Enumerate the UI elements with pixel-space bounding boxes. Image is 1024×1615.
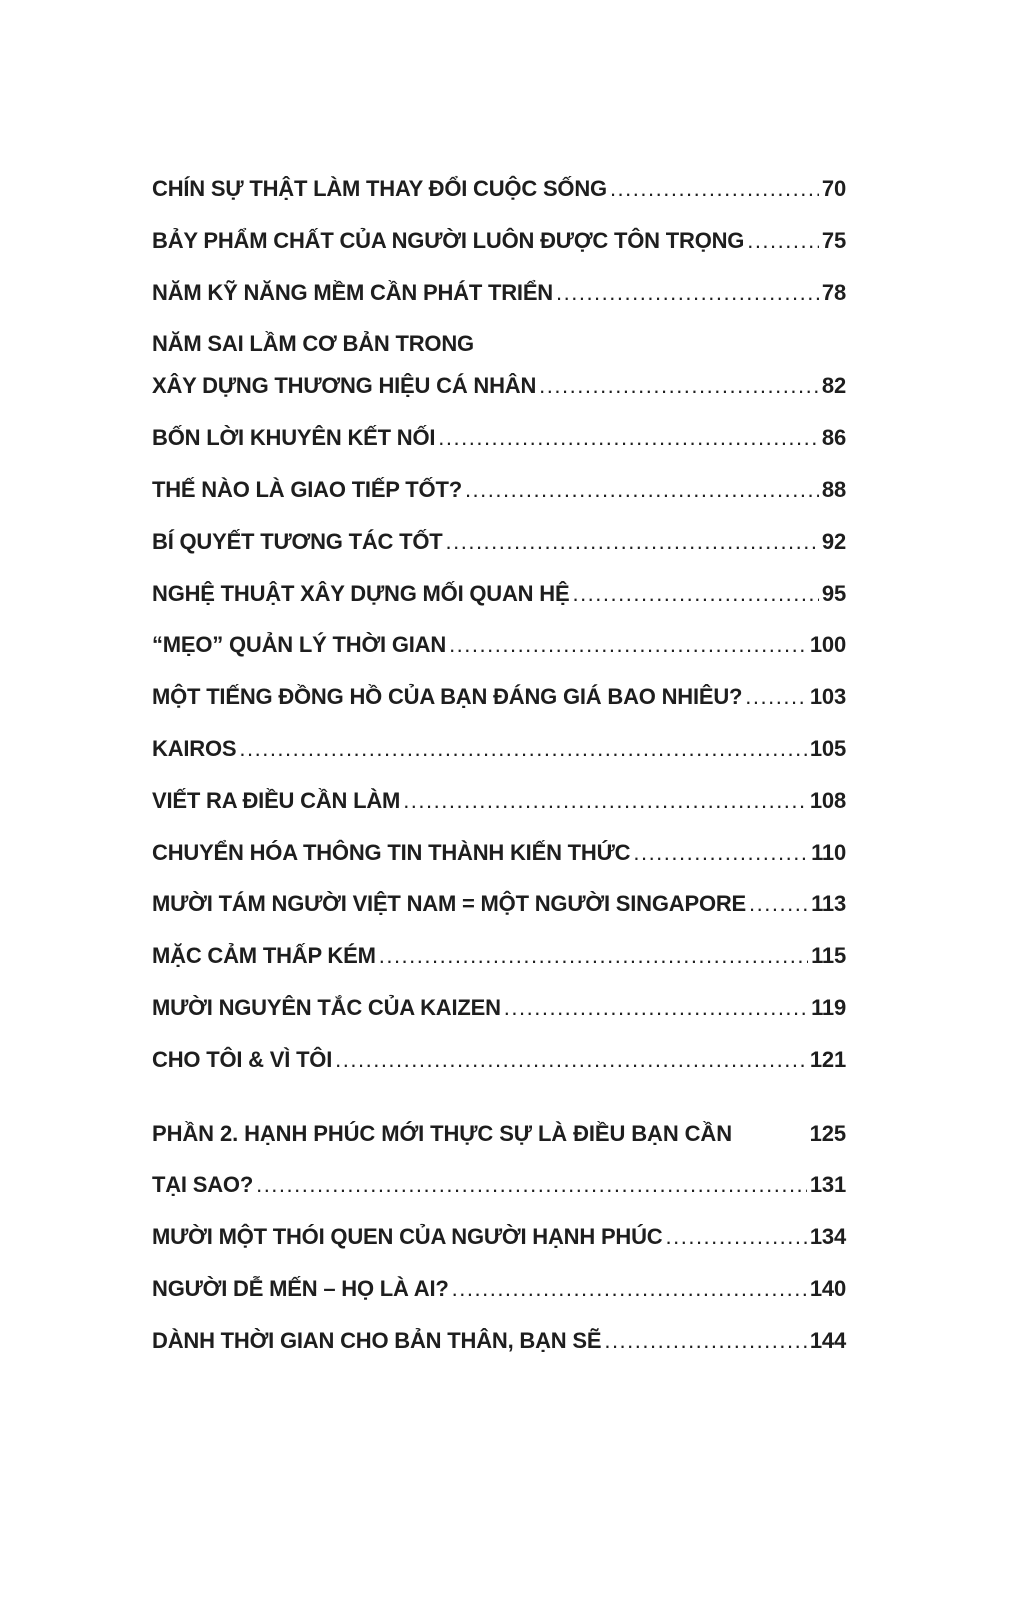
page-number: 88 — [821, 476, 846, 502]
page-number: 78 — [821, 279, 846, 305]
entry-title: NGƯỜI DỄ MẾN – HỌ LÀ AI? — [152, 1275, 449, 1301]
toc-entry — [152, 995, 846, 1047]
dot-leader — [438, 425, 819, 451]
dot-leader — [452, 1276, 807, 1302]
dot-leader — [666, 1224, 807, 1250]
dot-leader — [604, 1328, 807, 1354]
dot-leader — [465, 477, 819, 503]
toc-entry — [152, 176, 846, 228]
dot-leader — [745, 684, 807, 710]
toc-entry — [152, 280, 846, 332]
entry-title: NĂM KỸ NĂNG MỀM CẦN PHÁT TRIỂN — [152, 279, 553, 305]
dot-leader — [504, 995, 808, 1021]
toc-entry — [152, 581, 846, 633]
toc-entry — [152, 529, 846, 581]
dot-leader — [449, 632, 807, 658]
page-number: 103 — [809, 684, 846, 710]
entry-title: BỐN LỜI KHUYÊN KẾT NỐI — [152, 425, 436, 451]
toc-entry — [152, 943, 846, 995]
entry-title: BÍ QUYẾT TƯƠNG TÁC TỐT — [152, 528, 443, 554]
page-number: 119 — [811, 994, 846, 1020]
entry-title: DÀNH THỜI GIAN CHO BẢN THÂN, BẠN SẼ — [152, 1327, 602, 1353]
toc-entry — [152, 425, 846, 477]
entry-title: VIẾT RA ĐIỀU CẦN LÀM — [152, 787, 401, 813]
toc-entry-line2 — [152, 373, 846, 425]
dot-leader — [335, 1047, 807, 1073]
dot-leader — [610, 176, 819, 202]
page-number: 95 — [821, 580, 846, 606]
entry-title: XÂY DỰNG THƯƠNG HIỆU CÁ NHÂN — [152, 373, 537, 399]
page-number: 86 — [821, 425, 846, 451]
dot-leader — [749, 891, 808, 917]
entry-title: MƯỜI NGUYÊN TẮC CỦA KAIZEN — [152, 994, 501, 1020]
dot-leader — [403, 788, 807, 814]
entry-title: MỘT TIẾNG ĐỒNG HỒ CỦA BẠN ĐÁNG GIÁ BAO NHIÊU? — [152, 684, 743, 710]
dot-leader — [256, 1172, 807, 1198]
page-number: 131 — [809, 1172, 846, 1198]
page-number: 144 — [809, 1327, 846, 1353]
dot-leader — [379, 943, 808, 969]
entry-title: CHÍN SỰ THẬT LÀM THAY ĐỔI CUỘC SỐNG — [152, 176, 607, 201]
toc-entry-line1 — [152, 331, 846, 373]
toc-entry — [152, 1172, 846, 1224]
toc-entry — [152, 1276, 846, 1328]
entry-title: MƯỜI MỘT THÓI QUEN CỦA NGƯỜI HẠNH PHÚC — [152, 1224, 663, 1250]
toc-entry — [152, 632, 846, 684]
toc-entry — [152, 228, 846, 280]
page-number: 121 — [809, 1046, 846, 1072]
entry-title: MẶC CẢM THẤP KÉM — [152, 943, 376, 969]
page-number: 125 — [809, 1120, 846, 1146]
entry-title: CHO TÔI & VÌ TÔI — [152, 1046, 333, 1072]
page-number: 75 — [821, 227, 846, 253]
page-number: 113 — [811, 891, 846, 917]
toc-entry — [152, 891, 846, 943]
page-number: 100 — [809, 632, 846, 658]
dot-leader — [572, 581, 818, 607]
toc-entry — [152, 840, 846, 892]
entry-title: “MẸO” QUẢN LÝ THỜI GIAN — [152, 632, 447, 658]
page-number: 110 — [811, 839, 846, 865]
page-number: 105 — [809, 735, 846, 761]
page-number: 115 — [811, 943, 846, 969]
dot-leader — [446, 529, 819, 555]
dot-leader — [633, 840, 808, 866]
toc-entry — [152, 1224, 846, 1276]
entry-title: BẢY PHẨM CHẤT CỦA NGƯỜI LUÔN ĐƯỢC TÔN TRỌNG — [152, 227, 745, 253]
entry-title: MƯỜI TÁM NGƯỜI VIỆT NAM = MỘT NGƯỜI SINGAPORE — [152, 891, 747, 917]
page-number: 92 — [821, 528, 846, 554]
page-number: 140 — [809, 1275, 846, 1301]
entry-title: KAIROS — [152, 735, 237, 761]
toc-entry — [152, 1328, 846, 1380]
toc-entry — [152, 1047, 846, 1099]
toc-entry — [152, 736, 846, 788]
dot-leader — [747, 228, 819, 254]
entry-title: NGHỆ THUẬT XÂY DỰNG MỐI QUAN HỆ — [152, 580, 570, 606]
toc-entry — [152, 477, 846, 529]
section-title: PHẦN 2. HẠNH PHÚC MỚI THỰC SỰ LÀ ĐIỀU BẠN CẦN — [152, 1120, 733, 1146]
dot-leader — [556, 280, 819, 306]
toc-entry — [152, 788, 846, 840]
page-number: 108 — [809, 787, 846, 813]
entry-title: TẠI SAO? — [152, 1172, 254, 1198]
dot-leader — [239, 736, 807, 762]
page-number: 134 — [809, 1224, 846, 1250]
page-number: 82 — [821, 373, 846, 399]
page-number: 70 — [821, 176, 846, 201]
entry-title: CHUYỂN HÓA THÔNG TIN THÀNH KIẾN THỨC — [152, 839, 631, 865]
entry-title: THẾ NÀO LÀ GIAO TIẾP TỐT? — [152, 476, 462, 502]
toc-entry — [152, 684, 846, 736]
entry-title: NĂM SAI LẦM CƠ BẢN TRONG — [152, 331, 474, 357]
toc-section-heading — [152, 1121, 846, 1173]
dot-leader — [539, 373, 819, 399]
